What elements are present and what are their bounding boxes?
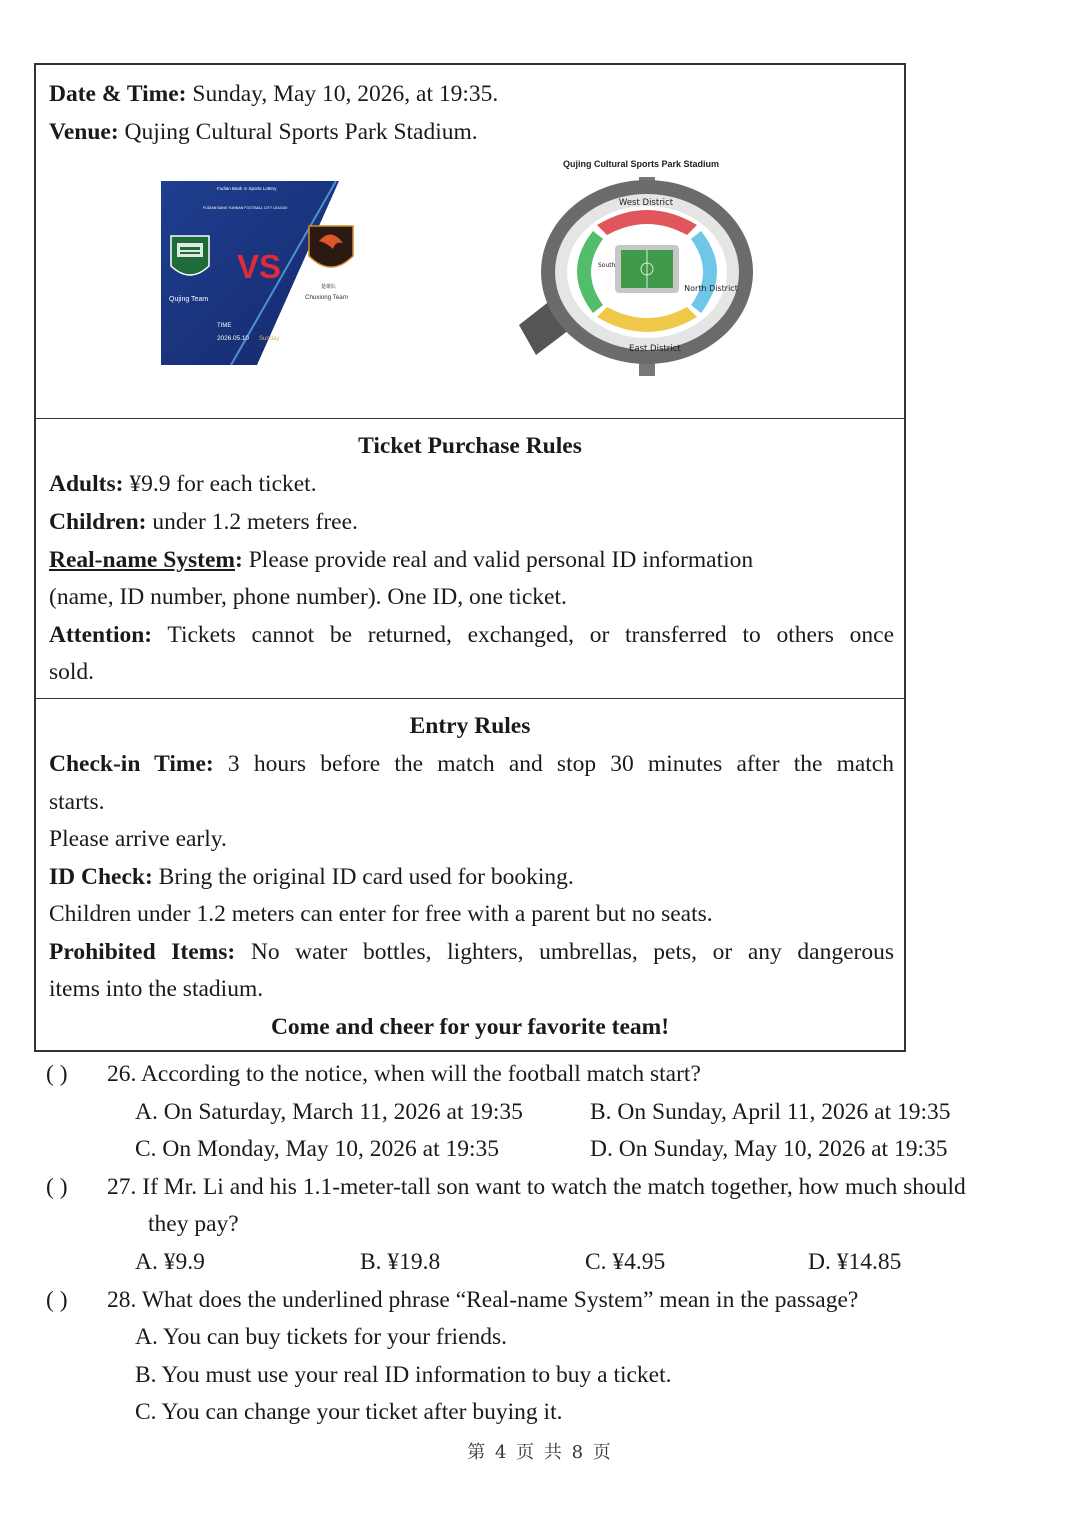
q28-option-a: A. You can buy tickets for your friends.	[135, 1324, 508, 1350]
entry-rules-heading: Entry Rules	[409, 713, 531, 739]
q26-answer-paren: ( )	[46, 1061, 68, 1087]
q28-option-b: B. You must use your real ID information to buy a ticket.	[135, 1362, 672, 1388]
poster-sponsors: Fudian Bank ⊙ Sports Lottery	[217, 186, 277, 191]
q27-answer-paren: ( )	[46, 1174, 68, 1200]
adults-label: Adults:	[49, 471, 124, 497]
south-district-label: South	[598, 262, 616, 269]
north-district-label: North District	[684, 284, 738, 293]
realname-line-2: (name, ID number, phone number). One ID, one ticket.	[49, 584, 567, 610]
poster-away-team: Chuxiong Team	[305, 294, 348, 301]
date-time-label: Date & Time:	[49, 81, 187, 107]
venue-value: Qujing Cultural Sports Park Stadium.	[118, 119, 478, 145]
poster-time-day: Sunday	[259, 336, 280, 342]
checkin-value: 3 hours before the match and stop 30 minutes after the match	[213, 751, 894, 777]
attention-line-2: sold.	[49, 659, 95, 685]
checkin-label: Check-in Time:	[49, 751, 214, 777]
children-entry-line: Children under 1.2 meters can enter for free with a parent but no seats.	[49, 901, 713, 927]
prohibited-line	[49, 937, 894, 967]
match-notice-box	[34, 63, 906, 1052]
q27-option-c: C. ¥4.95	[585, 1249, 666, 1275]
children-value: under 1.2 meters free.	[146, 509, 358, 535]
id-check-value: Bring the original ID card used for booking.	[152, 864, 574, 890]
q27-option-a: A. ¥9.9	[135, 1249, 205, 1275]
q26-option-a: A. On Saturday, March 11, 2026 at 19:35	[135, 1099, 523, 1125]
venue-line	[49, 117, 894, 147]
q28-option-c: C. You can change your ticket after buying it.	[135, 1399, 563, 1425]
q26-option-c: C. On Monday, May 10, 2026 at 19:35	[135, 1136, 500, 1162]
cheer-line: Come and cheer for your favorite team!	[270, 1014, 670, 1040]
arrive-early-line: Please arrive early.	[49, 826, 227, 852]
q26-option-b: B. On Sunday, April 11, 2026 at 19:35	[590, 1099, 951, 1125]
ticket-purchase-rules-section	[36, 419, 904, 699]
attention-line	[49, 620, 894, 650]
match-poster-image	[161, 181, 364, 365]
attention-value: Tickets cannot be returned, exchanged, or transferred to others once	[152, 622, 894, 648]
prohibited-line-2: items into the stadium.	[49, 976, 264, 1002]
children-line	[49, 507, 894, 537]
date-time-line	[49, 79, 894, 109]
stadium-map-image	[511, 155, 756, 387]
date-time-value: Sunday, May 10, 2026, at 19:35.	[186, 81, 499, 107]
entry-rules-section	[36, 699, 904, 1052]
poster-vs: VS	[237, 248, 282, 285]
id-check-label: ID Check:	[49, 864, 153, 890]
realname-line	[49, 545, 894, 575]
poster-time-value: 2026.05.10	[217, 335, 249, 342]
children-label: Children:	[49, 509, 147, 535]
realname-colon: :	[235, 547, 243, 573]
q26-stem: 26. According to the notice, when will the football match start?	[107, 1061, 701, 1087]
purchase-rules-heading: Ticket Purchase Rules	[358, 433, 582, 459]
realname-label: Real-name System	[49, 547, 236, 573]
east-district-label: East District	[629, 344, 681, 354]
q27-option-b: B. ¥19.8	[360, 1249, 441, 1275]
poster-time-label: TIME	[217, 323, 232, 329]
chuxiong-team-logo	[309, 226, 353, 267]
adults-line	[49, 469, 894, 499]
poster-home-team: Qujing Team	[169, 296, 209, 303]
realname-value: Please provide real and valid personal ID information	[242, 547, 754, 573]
prohibited-label: Prohibited Items:	[49, 939, 236, 965]
q27-option-d: D. ¥14.85	[808, 1249, 902, 1275]
west-district-label: West District	[618, 198, 674, 208]
checkin-line	[49, 749, 894, 779]
q28-answer-paren: ( )	[46, 1287, 68, 1313]
q28-stem: 28. What does the underlined phrase “Real-name System” mean in the passage?	[107, 1287, 859, 1313]
id-check-line	[49, 862, 894, 892]
q27-stem: 27. If Mr. Li and his 1.1-meter-tall son want to watch the match together, how much should	[107, 1174, 966, 1200]
prohibited-value: No water bottles, lighters, umbrellas, pets, or any dangerous	[235, 939, 895, 965]
q26-option-d: D. On Sunday, May 10, 2026 at 19:35	[590, 1136, 948, 1162]
qujing-team-logo	[171, 236, 209, 275]
poster-away-team-cn: 楚雄队	[321, 284, 337, 290]
checkin-line-2: starts.	[49, 789, 105, 815]
attention-label: Attention:	[49, 622, 153, 648]
adults-value: ¥9.9 for each ticket.	[123, 471, 317, 497]
q27-stem-2: they pay?	[148, 1211, 239, 1237]
event-info-section	[36, 65, 904, 419]
poster-league: FUDIAN BANK YUNNAN FOOTBALL CITY LEAGUE	[203, 206, 288, 210]
stadium-map-title: Qujing Cultural Sports Park Stadium	[562, 159, 720, 169]
venue-label: Venue:	[49, 119, 119, 145]
page-footer: 第 4 页 共 8 页	[467, 1442, 613, 1463]
